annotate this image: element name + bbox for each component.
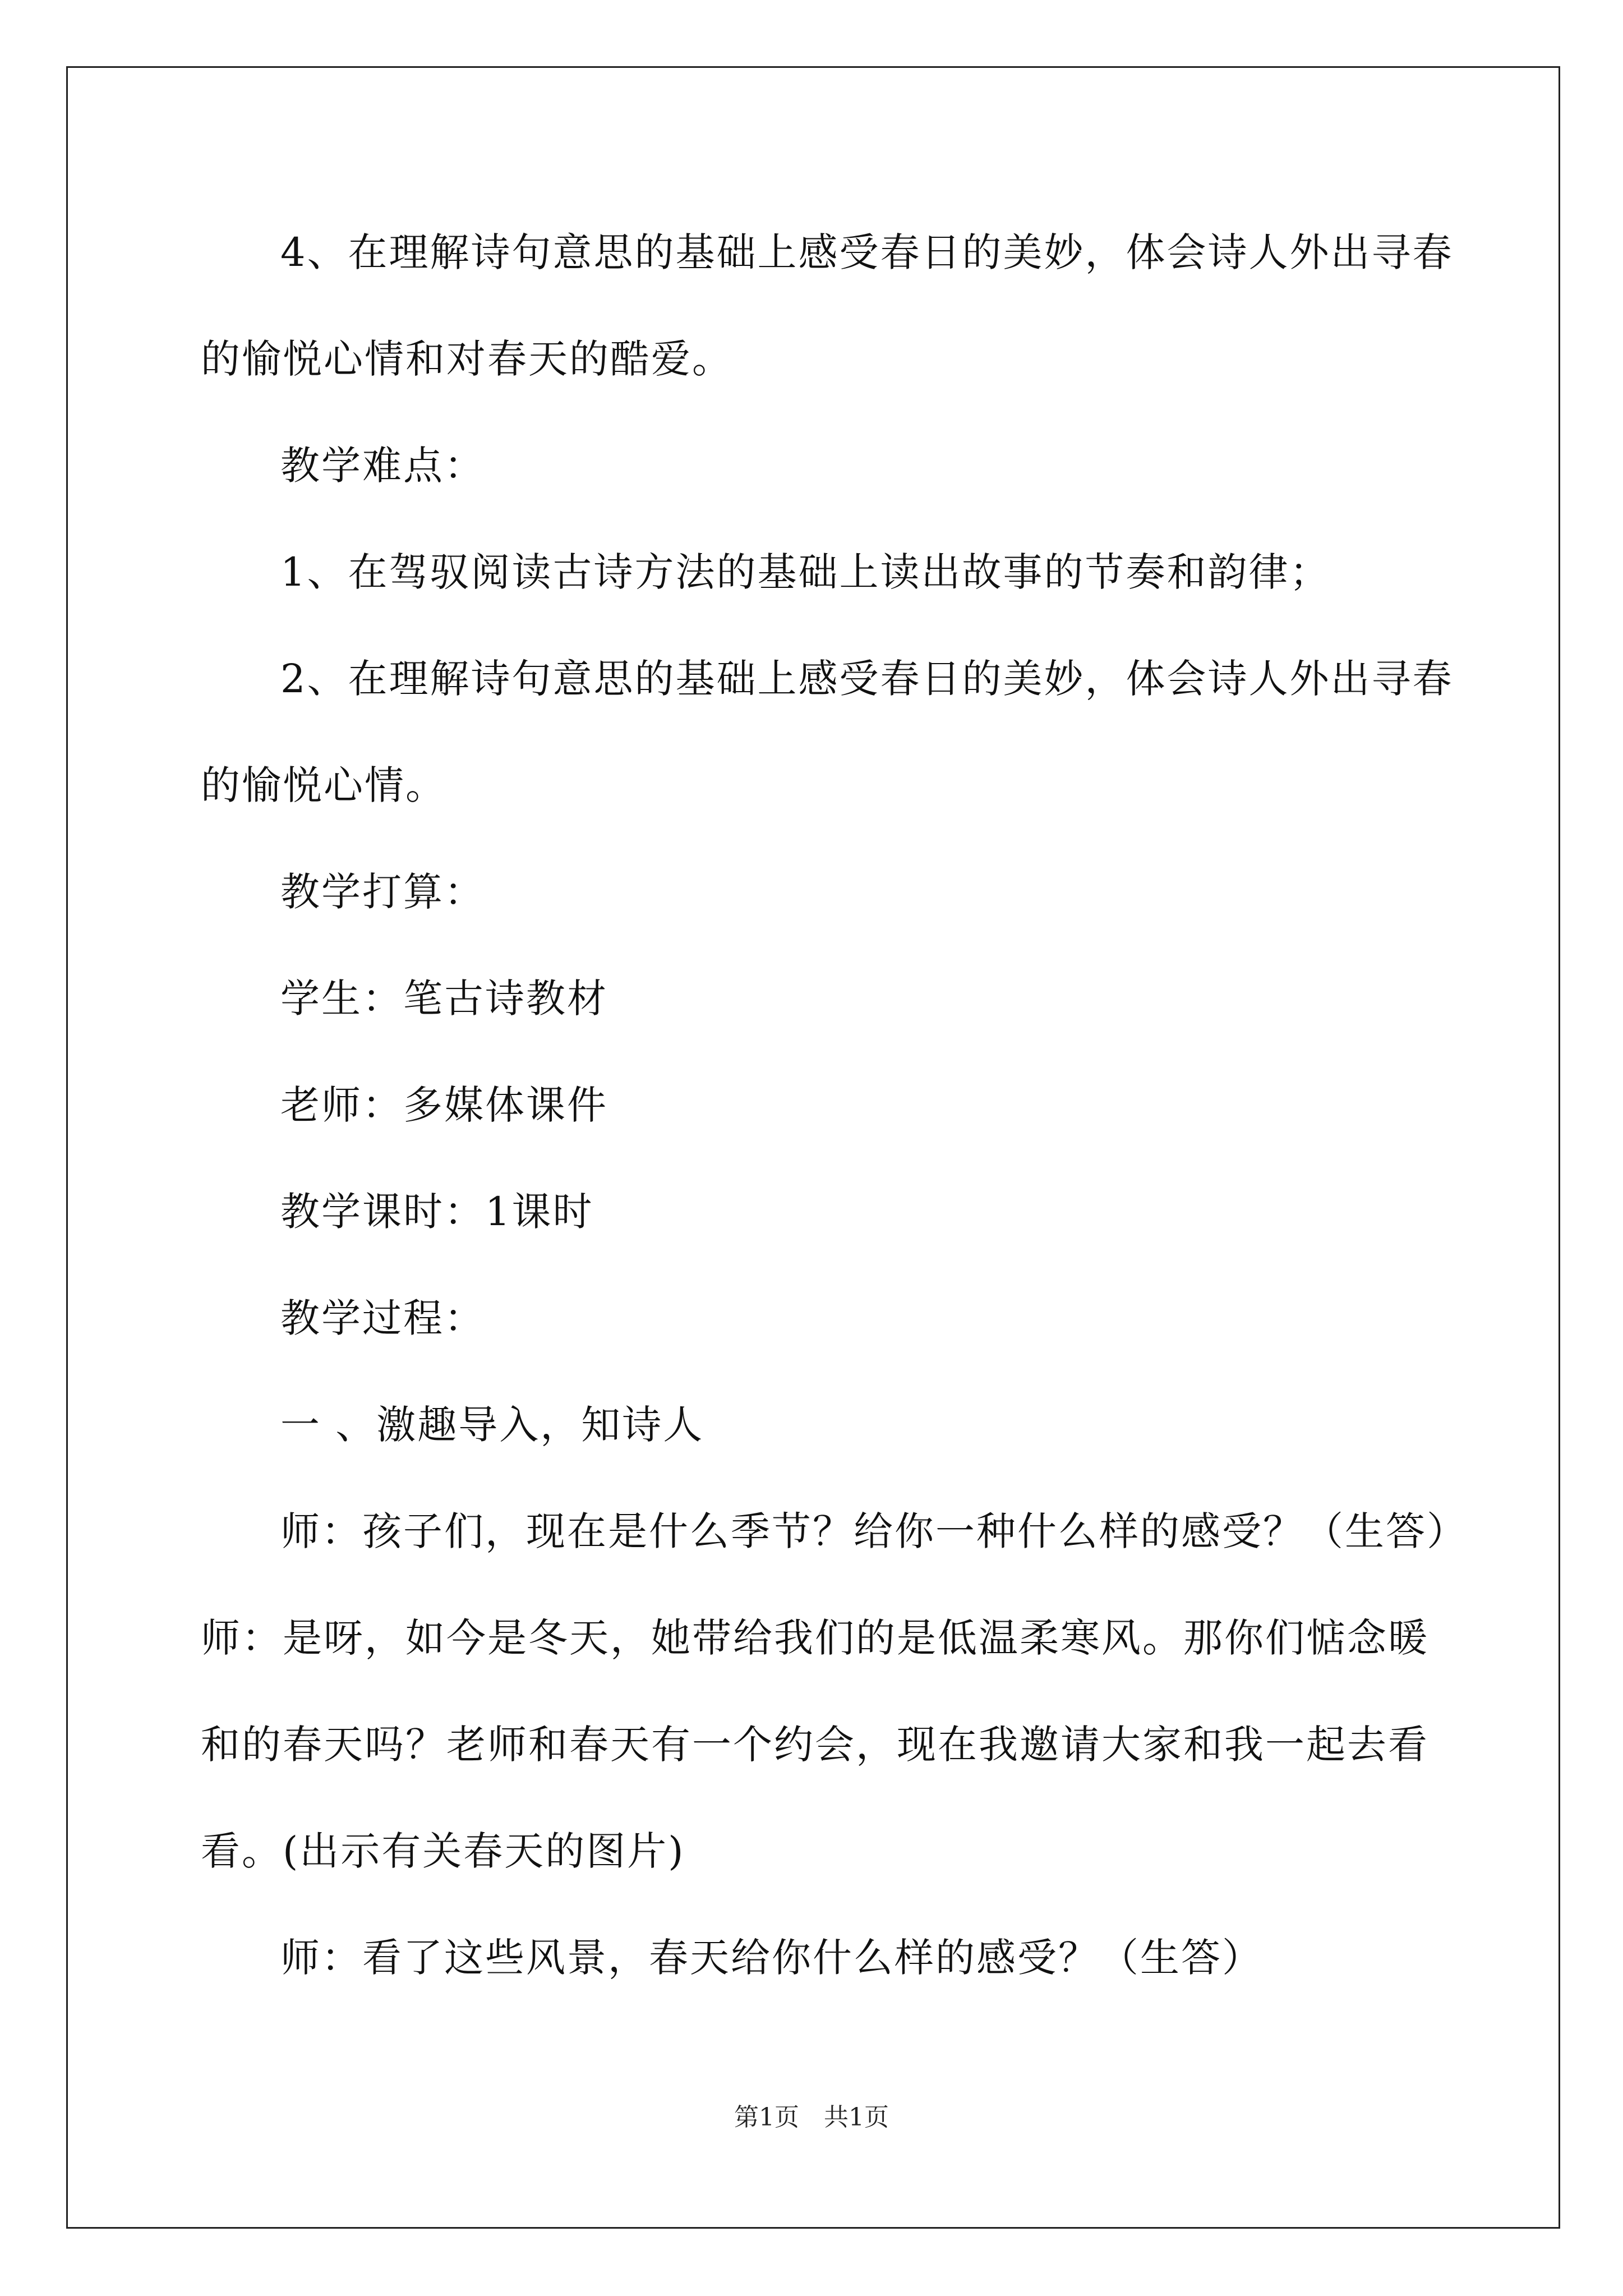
paragraph-line: 一 、激趣导入，知诗人 [280, 1402, 704, 1448]
paragraph-line: 的愉悦心情和对春天的酷爱。 [201, 336, 733, 382]
paragraph-line: 师：孩子们，现在是什么季节？给你一种什么样的感受？（生答） [280, 1508, 1468, 1554]
paragraph-line: 的愉悦心情。 [201, 762, 446, 808]
paragraph-line: 4、在理解诗句意思的基础上感受春日的美妙，体会诗人外出寻春 [280, 229, 1454, 275]
paragraph-line: 1、在驾驭阅读古诗方法的基础上读出故事的节奏和韵律； [280, 549, 1331, 595]
paragraph-line: 老师：多媒体课件 [280, 1082, 608, 1128]
section-heading: 教学过程： [280, 1295, 485, 1341]
paragraph-line: 和的春天吗？老师和春天有一个约会，现在我邀请大家和我一起去看 [201, 1722, 1429, 1768]
paragraph-line: 学生：笔古诗教材 [280, 976, 608, 1022]
section-heading: 教学打算： [280, 869, 485, 915]
paragraph-line: 教学课时：1课时 [280, 1189, 594, 1235]
paragraph-line: 2、在理解诗句意思的基础上感受春日的美妙，体会诗人外出寻春 [280, 656, 1454, 702]
page-border [66, 66, 1560, 2229]
page-number-footer: 第1页 共1页 [734, 2103, 889, 2132]
section-heading: 教学难点： [280, 443, 485, 489]
paragraph-line: 师：是呀，如今是冬天，她带给我们的是低温柔寒风。那你们惦念暖 [201, 1615, 1429, 1661]
paragraph-line: 师：看了这些风景，春天给你什么样的感受？（生答） [280, 1935, 1263, 1981]
paragraph-line: 看。(出示有关春天的图片) [201, 1828, 685, 1874]
